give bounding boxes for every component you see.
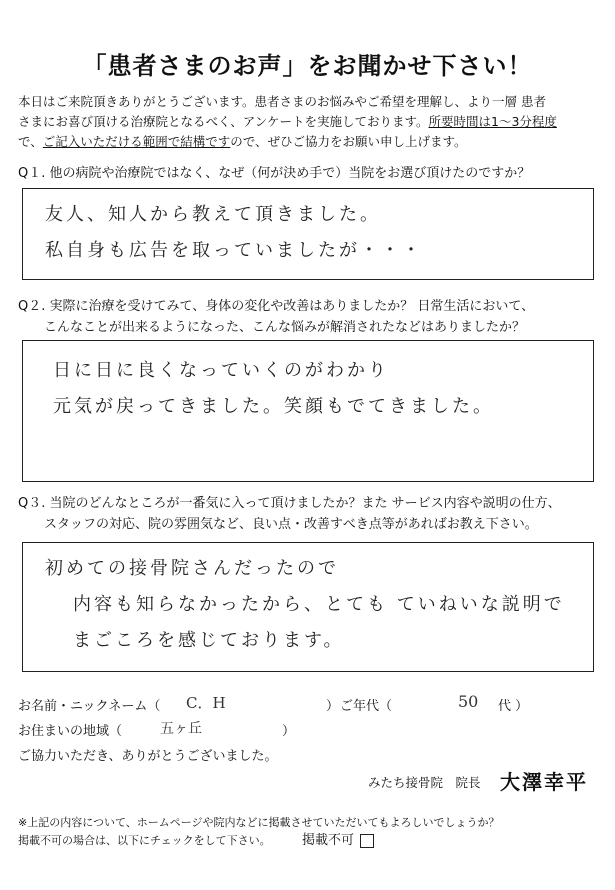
q2-answer-box [22,340,594,482]
q2-question [18,296,608,338]
area-label: お住まいの地域（ [18,724,123,739]
q3-question [18,493,608,535]
intro-text [18,92,603,152]
q2-question-line-2: こんなことが出来るようになった、こんな悩みが解消されたなどはありましたか？ [44,320,526,335]
q3-answer-line-3: まごころを感じております。 [73,630,345,651]
director-signature: 大澤幸平 [500,770,588,794]
intro-line-3-post: ので、ぜひご協力をお願い申し上げます。 [230,134,467,149]
q2-answer-line-2: 元気が戻ってきました。笑顔もでてきました。 [53,396,494,417]
publication-note: ※上記の内容について、ホームページや院内などに掲載させていただいてもよろしいでしょうか？ [18,816,500,829]
name-label: お名前・ニックネーム（ [18,699,161,714]
name-close-paren: ） [326,699,340,714]
intro-time-note: 所要時間は1～3分程度 [428,114,557,129]
q2-answer-line-1: 日に日に良くなっていくのがわかり [53,360,389,381]
page-title: 「患者さまのお声」をお聞かせ下さい！ [82,52,533,80]
area-close-paren: ） [282,724,296,739]
q3-question-line-2: スタッフの対応、院の雰囲気など、良い点・改善すべき点等があればお教え下さい。 [44,517,538,532]
opt-out-checkbox[interactable] [360,834,374,848]
q3-answer-box [22,542,594,672]
age-label: ご年代（ [340,699,393,714]
area-value[interactable]: 五ヶ丘 [160,721,202,737]
thanks-text: ご協力いただき、ありがとうございました。 [18,749,278,764]
name-value[interactable]: C．H [186,694,226,712]
intro-line-2: さまにお喜び頂ける治療院となるべく、アンケートを実施しております。 [18,114,429,129]
q3-question-line-1: Q３. 当院のどんなところが一番気に入って頂けましたか？また サービス内容や説明の仕方、 [18,496,561,511]
q1-answer-line-2: 私自身も広告を取っていましたが・・・ [45,240,423,261]
age-suffix: 代 ） [498,699,529,714]
opt-out-checkbox-row [302,829,374,848]
intro-line-3-pre: で、 [18,134,43,149]
opt-out-label: 掲載不可 [302,833,355,848]
q1-question: Q１. 他の病院や治療院ではなく、なぜ（何が決め手で）当院をお選び頂けたのですか？ [18,166,531,181]
q3-answer-line-2: 内容も知らなかったから、とても ていねいな説明で [73,594,565,615]
intro-line-1: 本日はご来院頂きありがとうございます。患者さまのお悩みやご希望を理解し、より一層 患者 [18,94,546,109]
q1-answer-line-1: 友人、知人から教えて頂きました。 [45,204,381,225]
q3-answer-line-1: 初めての接骨院さんだったので [45,558,339,579]
age-value[interactable]: 50 [458,692,479,711]
intro-range-note: ご記入いただける範囲で結構です [42,134,231,149]
clinic-name: みたち接骨院 院長 [368,775,481,790]
q2-question-line-1: Q２. 実際に治療を受けてみて、身体の変化や改善はありましたか？ 日常生活において、 [18,299,535,314]
q1-answer-box [22,188,594,280]
opt-out-note: 掲載不可の場合は、以下にチェックをして下さい。 [18,834,271,847]
